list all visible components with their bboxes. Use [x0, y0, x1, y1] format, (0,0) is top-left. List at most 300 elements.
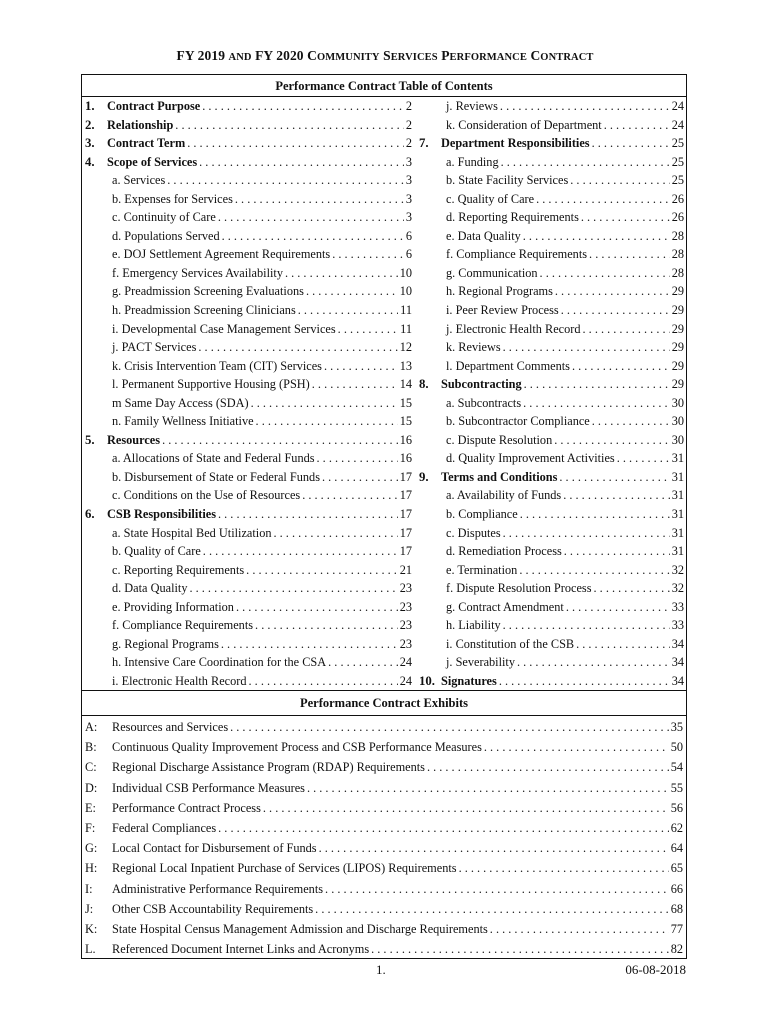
entry-title: g. Contract Amendment [446, 599, 564, 614]
entry-title: j. Severability [446, 655, 515, 670]
toc-entry[interactable] [85, 208, 412, 227]
entry-title: i. Constitution of the CSB [446, 636, 575, 651]
entry-number: 8. [419, 377, 429, 392]
entry-title: c. Reporting Requirements [112, 562, 245, 577]
entry-page: 23 [399, 618, 412, 633]
page-number: 1. [376, 962, 386, 977]
toc-entry[interactable] [85, 838, 683, 858]
toc-entry[interactable] [85, 468, 412, 487]
entry-page: 6 [405, 228, 412, 243]
toc-entry[interactable] [85, 449, 412, 468]
entry-title: f. Dispute Resolution Process [446, 581, 592, 596]
toc-entry[interactable] [85, 245, 412, 264]
entry-page: 28 [671, 247, 684, 262]
document-date: 06-08-2018 [625, 962, 686, 977]
entry-title: a. Allocations of State and Federal Funds [112, 451, 315, 466]
entry-title: d. Reporting Requirements [446, 210, 579, 225]
toc-entry[interactable] [419, 320, 684, 339]
entry-page: 55 [670, 780, 683, 795]
entry-title: c. Conditions on the Use of Resources [112, 488, 301, 503]
toc-entry[interactable] [419, 264, 684, 283]
entry-page: 23 [399, 636, 412, 651]
entry-page: 31 [671, 488, 684, 503]
toc-entry[interactable] [85, 190, 412, 209]
dot-leader [285, 264, 398, 283]
entry-number: 4. [85, 154, 95, 169]
dot-leader [274, 524, 398, 543]
entry-page: 17 [399, 544, 412, 559]
toc-entry[interactable] [419, 486, 684, 505]
entry-number: D: [85, 780, 98, 795]
entry-title: Individual CSB Performance Measures [112, 780, 305, 795]
entry-page: 26 [671, 191, 684, 206]
dot-leader [592, 134, 670, 153]
entry-number: 2. [85, 117, 95, 132]
entry-title: n. Family Wellness Initiative [112, 414, 254, 429]
toc-entry[interactable] [85, 542, 412, 561]
entry-page: 31 [671, 451, 684, 466]
entry-title: g. Regional Programs [112, 636, 219, 651]
toc-entry[interactable] [85, 899, 683, 919]
entry-number: 5. [85, 432, 95, 447]
entry-title: k. Consideration of Department [446, 117, 602, 132]
entry-page: 56 [670, 800, 683, 815]
entry-page: 33 [671, 618, 684, 633]
dot-leader [589, 245, 670, 264]
toc-entry[interactable] [419, 116, 684, 135]
entry-title: Contract Term [107, 136, 186, 151]
dot-leader [251, 394, 398, 413]
toc-entry[interactable] [85, 171, 412, 190]
entry-title: a. Services [112, 173, 166, 188]
entry-title: h. Intensive Care Coordination for the CSA [112, 655, 327, 670]
toc-entry[interactable] [419, 190, 684, 209]
toc-entry[interactable] [85, 524, 412, 543]
entry-page: 3 [405, 154, 412, 169]
title-part: AND [228, 52, 252, 63]
toc-entry[interactable] [419, 412, 684, 431]
entry-page: 17 [399, 525, 412, 540]
toc-entry[interactable] [419, 449, 684, 468]
toc-entry[interactable] [85, 375, 412, 394]
dot-leader [175, 116, 404, 135]
entry-page: 29 [671, 284, 684, 299]
entry-page: 28 [671, 228, 684, 243]
toc-entry[interactable] [85, 301, 412, 320]
toc-entry[interactable] [419, 357, 684, 376]
dot-leader [503, 338, 670, 357]
dot-leader [519, 561, 669, 580]
toc-entry[interactable] [85, 858, 683, 878]
entry-title: Continuous Quality Improvement Process and CSB Performance Measures [112, 740, 482, 755]
dot-leader [187, 134, 404, 153]
entry-title: b. State Facility Services [446, 173, 569, 188]
title-part: ERVICES [390, 52, 438, 63]
toc-entry[interactable] [85, 939, 683, 959]
toc-entry[interactable] [419, 653, 684, 672]
dot-leader [322, 468, 398, 487]
entry-page: 29 [671, 358, 684, 373]
entry-page: 15 [399, 395, 412, 410]
entry-title: f. Compliance Requirements [112, 618, 254, 633]
entry-page: 64 [670, 841, 683, 856]
toc-entry[interactable] [85, 798, 683, 818]
entry-title: c. Continuity of Care [112, 210, 216, 225]
entry-page: 65 [670, 861, 683, 876]
dot-leader [520, 505, 670, 524]
toc-entry[interactable] [419, 542, 684, 561]
toc-entry[interactable] [419, 153, 684, 172]
dot-leader [559, 468, 669, 487]
entry-title: j. Electronic Health Record [446, 321, 581, 336]
dot-leader [581, 208, 670, 227]
entry-number: 10. [419, 673, 435, 688]
toc-entry[interactable] [419, 561, 684, 580]
entry-title: a. State Hospital Bed Utilization [112, 525, 272, 540]
entry-title: Other CSB Accountability Requirements [112, 901, 314, 916]
entry-title: Signatures [441, 673, 497, 688]
entry-title: Resources and Services [112, 720, 229, 734]
toc-entry[interactable] [419, 245, 684, 264]
dot-leader [427, 757, 669, 777]
toc-entry[interactable] [419, 468, 684, 487]
dot-leader [317, 449, 398, 468]
dot-leader [306, 282, 398, 301]
toc-entry[interactable] [419, 171, 684, 190]
entry-page: 68 [670, 901, 683, 916]
dot-leader [503, 524, 670, 543]
entry-number: E: [85, 800, 96, 815]
entry-title: d. Populations Served [112, 228, 220, 243]
entry-page: 15 [399, 414, 412, 429]
entry-number: H: [85, 861, 98, 876]
entry-page: 2 [405, 136, 412, 151]
entry-title: j. Reviews [446, 99, 498, 113]
entry-title: CSB Responsibilities [107, 507, 216, 522]
dot-leader [563, 486, 669, 505]
toc-entry[interactable] [85, 394, 412, 413]
toc-frame [81, 74, 687, 959]
toc-entry[interactable] [85, 778, 683, 798]
dot-leader [554, 431, 669, 450]
dot-leader [517, 653, 670, 672]
toc-entry[interactable] [85, 919, 683, 939]
entry-title: Administrative Performance Requirements [112, 881, 324, 896]
entry-page: 17 [399, 507, 412, 522]
entry-title: c. Disputes [446, 525, 501, 540]
entry-page: 13 [399, 358, 412, 373]
toc-entry[interactable] [85, 412, 412, 431]
entry-page: 33 [671, 599, 684, 614]
dot-leader [249, 672, 398, 691]
dot-leader [328, 653, 398, 672]
toc-entry[interactable] [419, 208, 684, 227]
entry-title: Local Contact for Disbursement of Funds [112, 841, 317, 856]
toc-entry[interactable] [419, 635, 684, 654]
toc-entry[interactable] [85, 134, 412, 153]
toc-entry[interactable] [419, 394, 684, 413]
toc-entry[interactable] [419, 524, 684, 543]
toc-entry[interactable] [419, 97, 684, 116]
entry-page: 66 [670, 881, 683, 896]
toc-entry[interactable] [85, 879, 683, 899]
toc-entry[interactable] [85, 505, 412, 524]
toc-entry[interactable] [85, 227, 412, 246]
toc-entry[interactable] [85, 357, 412, 376]
dot-leader [561, 301, 670, 320]
entry-title: Scope of Services [107, 154, 198, 169]
toc-left-column [85, 97, 412, 691]
entry-page: 17 [399, 469, 412, 484]
entry-title: Subcontracting [441, 377, 522, 392]
dot-leader [218, 818, 669, 838]
entry-page: 29 [671, 321, 684, 336]
entry-page: 30 [671, 432, 684, 447]
entry-number: F: [85, 820, 96, 835]
toc-entry[interactable] [419, 672, 684, 691]
entry-number: 1. [85, 99, 95, 113]
entry-title: f. Compliance Requirements [446, 247, 588, 262]
entry-title: b. Subcontractor Compliance [446, 414, 590, 429]
dot-leader [576, 635, 670, 654]
toc-entry[interactable] [419, 616, 684, 635]
entry-page: 2 [405, 99, 412, 113]
entry-number: 9. [419, 469, 429, 484]
toc-entry[interactable] [419, 375, 684, 394]
toc-entry[interactable] [85, 282, 412, 301]
toc-entry[interactable] [85, 431, 412, 450]
entry-title: Regional Discharge Assistance Program (RDAP) Requirements [112, 760, 425, 775]
dot-leader [162, 431, 398, 450]
entry-page: 23 [399, 599, 412, 614]
dot-leader [199, 153, 404, 172]
entry-page: 24 [671, 117, 684, 132]
dot-leader [503, 616, 670, 635]
entry-number: 7. [419, 136, 429, 151]
entry-page: 11 [400, 303, 412, 318]
toc-entry[interactable] [419, 282, 684, 301]
dot-leader [189, 579, 397, 598]
dot-leader [570, 171, 669, 190]
dot-leader [564, 542, 670, 561]
entry-number: C: [85, 760, 97, 775]
toc-entry[interactable] [419, 431, 684, 450]
dot-leader [302, 486, 398, 505]
title-part: OMMUNITY [316, 52, 380, 63]
dot-leader [499, 672, 670, 691]
entry-page: 25 [671, 173, 684, 188]
entry-page: 31 [671, 507, 684, 522]
toc-entry[interactable] [85, 737, 683, 757]
entry-title: Federal Compliances [112, 820, 217, 835]
entry-page: 29 [671, 303, 684, 318]
dot-leader [324, 357, 398, 376]
entry-title: d. Quality Improvement Activities [446, 451, 615, 466]
dot-leader [325, 879, 669, 899]
toc-entry[interactable] [419, 338, 684, 357]
entry-title: b. Quality of Care [112, 544, 201, 559]
dot-leader [459, 858, 669, 878]
toc-entry[interactable] [85, 579, 412, 598]
entry-number: J: [85, 901, 94, 916]
entry-title: j. PACT Services [112, 340, 197, 355]
dot-leader [263, 798, 669, 818]
title-part: P [437, 48, 450, 63]
entry-title: c. Quality of Care [446, 191, 535, 206]
toc-entry[interactable] [85, 97, 412, 116]
title-part: ONTRACT [540, 52, 594, 63]
dot-leader [246, 561, 398, 580]
entry-page: 31 [671, 544, 684, 559]
toc-entry[interactable] [85, 757, 683, 777]
entry-page: 77 [670, 921, 683, 936]
entry-number: A: [85, 720, 98, 734]
dot-leader [307, 778, 669, 798]
toc-entry[interactable] [85, 672, 412, 691]
dot-leader [319, 838, 669, 858]
dot-leader [312, 375, 398, 394]
entry-title: b. Disbursement of State or Federal Funds [112, 469, 320, 484]
entry-title: l. Permanent Supportive Housing (PSH) [112, 377, 310, 392]
entry-number: B: [85, 740, 97, 755]
dot-leader [592, 412, 670, 431]
dot-leader [315, 899, 669, 919]
dot-leader [235, 190, 404, 209]
entry-title: h. Preadmission Screening Clinicians [112, 303, 296, 318]
entry-number: L. [85, 942, 96, 957]
toc-entry[interactable] [85, 653, 412, 672]
entry-page: 11 [400, 321, 412, 336]
toc-entry[interactable] [85, 717, 683, 737]
entry-page: 34 [671, 636, 684, 651]
toc-entry[interactable] [85, 116, 412, 135]
entry-title: l. Department Comments [446, 358, 570, 373]
toc-entry[interactable] [85, 635, 412, 654]
dot-leader [501, 153, 670, 172]
toc-right-column [419, 97, 684, 691]
entry-number: 6. [85, 507, 95, 522]
toc-entry[interactable] [85, 153, 412, 172]
entry-title: e. Termination [446, 562, 518, 577]
entry-title: Contract Purpose [107, 99, 201, 113]
entry-title: k. Crisis Intervention Team (CIT) Services [112, 358, 322, 373]
entry-page: 31 [671, 469, 684, 484]
toc-entry[interactable] [419, 134, 684, 153]
toc-entry[interactable] [85, 818, 683, 838]
toc-entry[interactable] [85, 486, 412, 505]
entry-title: d. Remediation Process [446, 544, 562, 559]
dot-leader [203, 542, 398, 561]
entry-page: 34 [671, 655, 684, 670]
entry-title: b. Compliance [446, 507, 518, 522]
title-part: ERFORMANCE [449, 52, 527, 63]
entry-title: a. Funding [446, 154, 499, 169]
toc-entry[interactable] [419, 505, 684, 524]
entry-title: g. Communication [446, 265, 538, 280]
entry-title: c. Dispute Resolution [446, 432, 553, 447]
entry-page: 82 [670, 942, 683, 957]
entry-number: I: [85, 881, 93, 896]
toc-entry[interactable] [419, 301, 684, 320]
entry-title: e. DOJ Settlement Agreement Requirements [112, 247, 331, 262]
entry-title: i. Developmental Case Management Services [112, 321, 336, 336]
entry-page: 24 [399, 673, 412, 688]
entry-title: a. Availability of Funds [446, 488, 562, 503]
toc-entry[interactable] [85, 561, 412, 580]
entry-title: Performance Contract Process [112, 800, 261, 815]
entry-page: 6 [405, 247, 412, 262]
entry-page: 32 [671, 562, 684, 577]
toc-entry[interactable] [85, 264, 412, 283]
toc-entry[interactable] [85, 616, 412, 635]
entry-title: g. Preadmission Screening Evaluations [112, 284, 304, 299]
title-part: C [526, 48, 541, 63]
entry-page: 62 [670, 820, 683, 835]
entry-page: 35 [670, 720, 683, 734]
entry-page: 14 [399, 377, 412, 392]
entry-page: 16 [399, 451, 412, 466]
dot-leader [221, 635, 398, 654]
entry-page: 29 [671, 340, 684, 355]
entry-title: d. Data Quality [112, 581, 188, 596]
entry-title: Regional Local Inpatient Purchase of Services (LIPOS) Requirements [112, 861, 457, 876]
entry-title: f. Emergency Services Availability [112, 265, 283, 280]
dot-leader [523, 394, 670, 413]
dot-leader [218, 208, 404, 227]
toc-entry[interactable] [419, 579, 684, 598]
dot-leader [617, 449, 670, 468]
entry-page: 23 [399, 581, 412, 596]
dot-leader [524, 375, 670, 394]
toc-entry[interactable] [419, 227, 684, 246]
toc-entry[interactable] [419, 598, 684, 617]
dot-leader [167, 171, 404, 190]
toc-entry[interactable] [85, 338, 412, 357]
entry-number: G: [85, 841, 98, 856]
entry-page: 25 [671, 154, 684, 169]
entry-page: 16 [399, 432, 412, 447]
dot-leader [218, 505, 398, 524]
dot-leader [230, 717, 669, 737]
entry-title: Department Responsibilities [441, 136, 590, 151]
entry-page: 30 [671, 395, 684, 410]
entry-page: 17 [399, 488, 412, 503]
dot-leader [572, 357, 670, 376]
entry-number: 3. [85, 136, 95, 151]
entry-page: 12 [399, 340, 412, 355]
entry-title: e. Data Quality [446, 228, 521, 243]
entry-title: b. Expenses for Services [112, 191, 233, 206]
toc-entry[interactable] [85, 598, 412, 617]
dot-leader [371, 939, 669, 959]
entry-page: 28 [671, 265, 684, 280]
toc-entry[interactable] [85, 320, 412, 339]
dot-leader [332, 245, 404, 264]
entry-page: 50 [670, 740, 683, 755]
entry-title: Relationship [107, 117, 174, 132]
dot-leader [500, 97, 670, 116]
entry-title: m Same Day Access (SDA) [112, 395, 249, 410]
title-part: S [379, 48, 391, 63]
entry-page: 25 [671, 136, 684, 151]
dot-leader [256, 412, 398, 431]
entry-page: 10 [399, 265, 412, 280]
dot-leader [583, 320, 670, 339]
exhibits-list [85, 717, 683, 959]
entry-page: 26 [671, 210, 684, 225]
entry-page: 3 [405, 173, 412, 188]
entry-title: h. Regional Programs [446, 284, 553, 299]
